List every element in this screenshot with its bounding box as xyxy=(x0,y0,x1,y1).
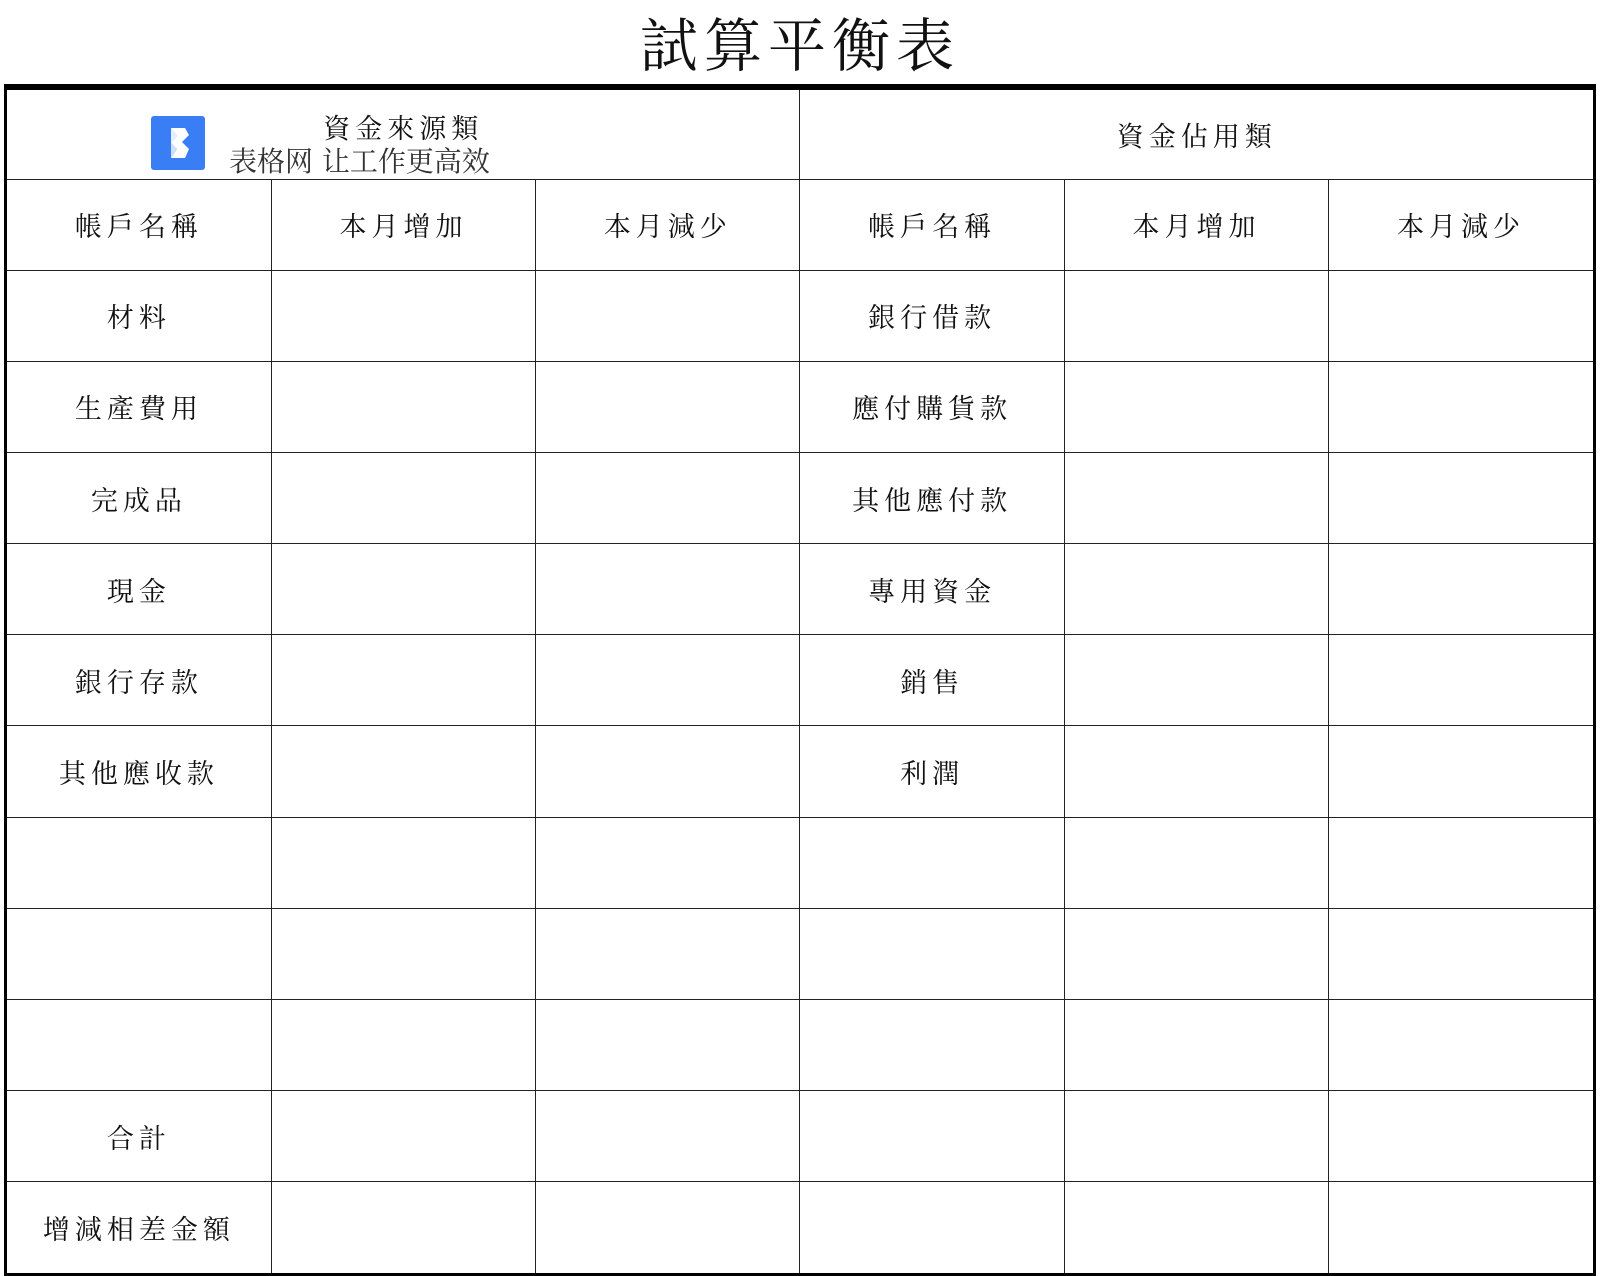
amount-cell[interactable] xyxy=(1064,361,1328,452)
column-header: 本月減少 xyxy=(536,179,800,270)
column-header: 本月減少 xyxy=(1329,179,1593,270)
amount-cell[interactable] xyxy=(1329,1182,1593,1273)
page-title: 試算平衡表 xyxy=(639,12,960,80)
source-account-cell: 完成品 xyxy=(7,453,271,544)
source-account-cell: 銀行存款 xyxy=(7,635,271,726)
amount-cell[interactable] xyxy=(536,453,800,544)
amount-cell[interactable] xyxy=(536,1091,800,1182)
column-header: 帳戶名稱 xyxy=(800,179,1064,270)
amount-cell[interactable] xyxy=(1329,908,1593,999)
amount-cell[interactable] xyxy=(271,726,535,817)
table-row xyxy=(7,635,1593,726)
amount-cell[interactable] xyxy=(536,726,800,817)
difference-label-cell: 增減相差金額 xyxy=(7,1182,271,1273)
use-account-cell[interactable] xyxy=(800,908,1064,999)
total-label-cell: 合計 xyxy=(7,1091,271,1182)
use-account-cell: 專用資金 xyxy=(800,544,1064,635)
source-account-cell[interactable] xyxy=(7,908,271,999)
difference-row xyxy=(7,1182,1593,1273)
column-header-row xyxy=(7,179,1593,270)
table-row xyxy=(7,908,1593,999)
watermark-text: 表格网 让工作更高效 xyxy=(229,145,490,178)
amount-cell[interactable] xyxy=(1329,361,1593,452)
amount-cell[interactable] xyxy=(536,270,800,361)
amount-cell[interactable] xyxy=(1064,453,1328,544)
amount-cell[interactable] xyxy=(536,361,800,452)
amount-cell[interactable] xyxy=(1329,544,1593,635)
amount-cell[interactable] xyxy=(271,453,535,544)
amount-cell[interactable] xyxy=(1329,999,1593,1090)
amount-cell[interactable] xyxy=(1064,999,1328,1090)
amount-cell[interactable] xyxy=(1064,1091,1328,1182)
amount-cell[interactable] xyxy=(1329,270,1593,361)
use-account-cell[interactable] xyxy=(800,1091,1064,1182)
amount-cell[interactable] xyxy=(1329,635,1593,726)
source-account-cell: 生產費用 xyxy=(7,361,271,452)
amount-cell[interactable] xyxy=(271,908,535,999)
source-account-cell[interactable] xyxy=(7,999,271,1090)
section-label-sources: 資金來源類 xyxy=(323,113,484,145)
amount-cell[interactable] xyxy=(536,817,800,908)
source-account-cell: 現金 xyxy=(7,544,271,635)
amount-cell[interactable] xyxy=(536,908,800,999)
trial-balance-table xyxy=(7,90,1593,1273)
amount-cell[interactable] xyxy=(1064,270,1328,361)
source-account-cell: 其他應收款 xyxy=(7,726,271,817)
table-row xyxy=(7,999,1593,1090)
section-header-sources xyxy=(7,90,800,179)
amount-cell[interactable] xyxy=(536,1182,800,1273)
table-row xyxy=(7,453,1593,544)
amount-cell[interactable] xyxy=(1329,817,1593,908)
amount-cell[interactable] xyxy=(271,544,535,635)
table-row xyxy=(7,726,1593,817)
amount-cell[interactable] xyxy=(271,817,535,908)
table-row xyxy=(7,361,1593,452)
amount-cell[interactable] xyxy=(271,1182,535,1273)
amount-cell[interactable] xyxy=(536,635,800,726)
table-row xyxy=(7,817,1593,908)
amount-cell[interactable] xyxy=(271,270,535,361)
amount-cell[interactable] xyxy=(1064,544,1328,635)
column-header: 帳戶名稱 xyxy=(7,179,271,270)
amount-cell[interactable] xyxy=(1064,635,1328,726)
amount-cell[interactable] xyxy=(271,1091,535,1182)
amount-cell[interactable] xyxy=(1329,1091,1593,1182)
section-header-uses: 資金佔用類 xyxy=(800,90,1593,179)
use-account-cell: 利潤 xyxy=(800,726,1064,817)
amount-cell[interactable] xyxy=(1064,1182,1328,1273)
use-account-cell: 銀行借款 xyxy=(800,270,1064,361)
use-account-cell: 應付購貨款 xyxy=(800,361,1064,452)
amount-cell[interactable] xyxy=(271,361,535,452)
trial-balance-sheet xyxy=(4,84,1596,1276)
amount-cell[interactable] xyxy=(1064,817,1328,908)
amount-cell[interactable] xyxy=(271,999,535,1090)
use-account-cell: 其他應付款 xyxy=(800,453,1064,544)
column-header: 本月增加 xyxy=(1064,179,1328,270)
use-account-cell[interactable] xyxy=(800,817,1064,908)
amount-cell[interactable] xyxy=(1064,726,1328,817)
amount-cell[interactable] xyxy=(1064,908,1328,999)
amount-cell[interactable] xyxy=(536,999,800,1090)
amount-cell[interactable] xyxy=(1329,726,1593,817)
amount-cell[interactable] xyxy=(1329,453,1593,544)
total-row xyxy=(7,1091,1593,1182)
use-account-cell[interactable] xyxy=(800,1182,1064,1273)
table-row xyxy=(7,270,1593,361)
table-row xyxy=(7,544,1593,635)
source-account-cell[interactable] xyxy=(7,817,271,908)
cube-logo-icon xyxy=(151,116,205,170)
section-header-row xyxy=(7,90,1593,179)
source-account-cell: 材料 xyxy=(7,270,271,361)
amount-cell[interactable] xyxy=(271,635,535,726)
column-header: 本月增加 xyxy=(271,179,535,270)
use-account-cell[interactable] xyxy=(800,999,1064,1090)
amount-cell[interactable] xyxy=(536,544,800,635)
use-account-cell: 銷售 xyxy=(800,635,1064,726)
